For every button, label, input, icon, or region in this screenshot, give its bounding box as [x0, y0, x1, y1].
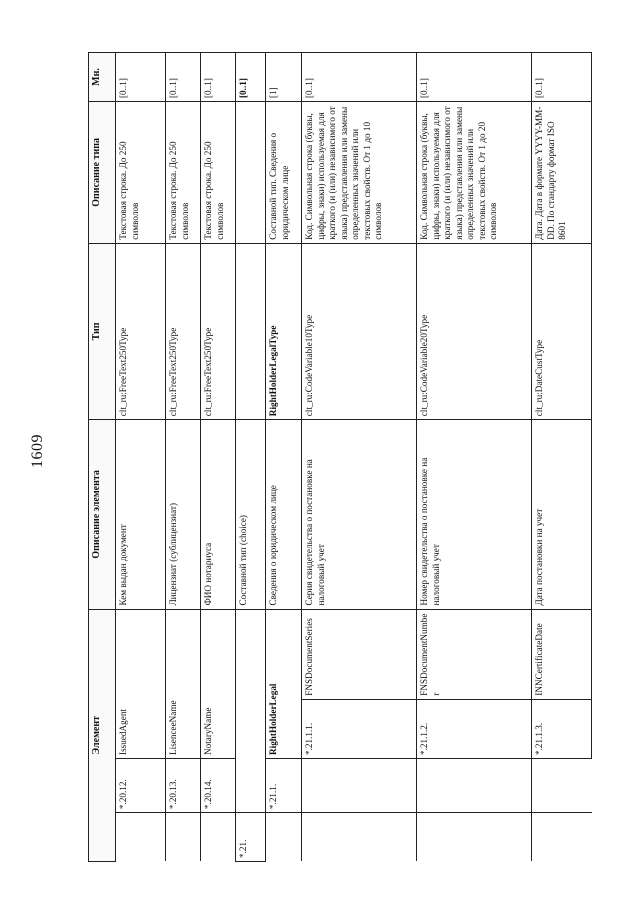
rotated-table-container — [88, 52, 623, 862]
indent-cell — [532, 813, 592, 862]
indent-cell — [302, 758, 417, 812]
indent-cell — [302, 813, 417, 862]
table-row — [417, 53, 532, 862]
row-number: *.20.12. — [116, 758, 166, 812]
row-type: clt_ru:FreeText250Type — [116, 243, 166, 419]
row-type-description: Текстовая строка. До 250 символов — [116, 102, 166, 244]
row-multiplicity: [0..1] — [166, 53, 201, 102]
row-element-description: Номер свидетельства о постановке на налоговый учет — [417, 420, 532, 609]
row-multiplicity: [0..1] — [201, 53, 236, 102]
row-element-name — [236, 609, 266, 813]
row-element-name: IssuedAgent — [116, 609, 166, 758]
header-element-description: Описание элемента — [89, 420, 116, 609]
table-row — [166, 53, 201, 862]
row-type: clt_ru:CodeVariable10Type — [302, 243, 417, 419]
row-type-description: Текстовая строка. До 250 символов — [201, 102, 236, 244]
row-multiplicity: [0..1] — [302, 53, 417, 102]
row-type: clt_ru:DateCustType — [532, 243, 592, 419]
indent-cell — [201, 813, 236, 862]
row-element-description: Лицензиат (сублицензиат) — [166, 420, 201, 609]
row-type: clt_ru:FreeText250Type — [166, 243, 201, 419]
indent-cell — [116, 813, 166, 862]
row-element-name: FNSDocumentNumber — [417, 609, 532, 699]
header-element: Элемент — [89, 609, 116, 861]
page-number: 1609 — [29, 434, 46, 468]
row-multiplicity: [1] — [266, 53, 302, 102]
indent-cell — [417, 758, 532, 812]
row-type: clt_ru:FreeText250Type — [201, 243, 236, 419]
row-type-description: Код. Символьная строка (буквы, цифры, знаки) используемая для краткого (и (или) независимого от языка) представления или замены определенных значений или текстовых свойств. От 1 до 20 символов — [417, 102, 532, 244]
table-row — [302, 53, 417, 862]
row-type-description: Текстовая строка. До 250 символов — [166, 102, 201, 244]
row-element-name: LisenceeName — [166, 609, 201, 758]
row-element-description: Сведения о юридическом лице — [266, 420, 302, 609]
indent-cell — [417, 813, 532, 862]
row-number: *.21.1.1. — [302, 699, 417, 758]
row-number: *.20.13. — [166, 758, 201, 812]
header-row — [89, 53, 116, 862]
row-element-name: INNCertificateDate — [532, 609, 592, 699]
row-element-description: Дата постановки на учет — [532, 420, 592, 609]
row-type — [236, 243, 266, 419]
table-row — [201, 53, 236, 862]
row-multiplicity: [0..1] — [236, 53, 266, 102]
row-type-description: Код. Символьная строка (буквы, цифры, знаки) используемая для краткого (и (или) независимого от языка) представления или замены определенных значений или текстовых свойств. От 1 до 10 символов — [302, 102, 417, 244]
header-type-description: Описание типа — [89, 102, 116, 244]
row-multiplicity: [0..1] — [532, 53, 592, 102]
row-element-name: FNSDocumentSeries — [302, 609, 417, 699]
row-type: RightHolderLegalType — [266, 243, 302, 419]
table-row — [532, 53, 592, 862]
header-multiplicity: Мн. — [89, 53, 116, 102]
row-multiplicity: [0..1] — [417, 53, 532, 102]
row-type-description: Дата. Дата в формате YYYY-MM-DD. По стандарту формат ISO 8601 — [532, 102, 592, 244]
row-number: *.21.1.2. — [417, 699, 532, 758]
row-element-name: NotaryName — [201, 609, 236, 758]
row-element-description: Составной тип (choice) — [236, 420, 266, 609]
indent-cell — [532, 758, 592, 812]
row-number: *.20.14. — [201, 758, 236, 812]
row-type: clt_ru:CodeVariable20Type — [417, 243, 532, 419]
row-multiplicity: [0..1] — [116, 53, 166, 102]
table-row — [266, 53, 302, 862]
row-type-description: Составной тип. Сведения о юридическом лице — [266, 102, 302, 244]
element-table — [88, 52, 592, 862]
row-type-description — [236, 102, 266, 244]
row-number: *.21.1.3. — [532, 699, 592, 758]
table-row — [116, 53, 166, 862]
row-number: *.21. — [236, 813, 266, 862]
header-type: Тип — [89, 243, 116, 419]
row-element-description: ФИО нотариуса — [201, 420, 236, 609]
table-row — [236, 53, 266, 862]
indent-cell — [266, 813, 302, 862]
row-element-name: RightHolderLegal — [266, 609, 302, 758]
indent-cell — [166, 813, 201, 862]
row-number: *.21.1. — [266, 758, 302, 812]
row-element-description: Серия свидетельства о постановке на налоговый учет — [302, 420, 417, 609]
row-element-description: Кем выдан документ — [116, 420, 166, 609]
